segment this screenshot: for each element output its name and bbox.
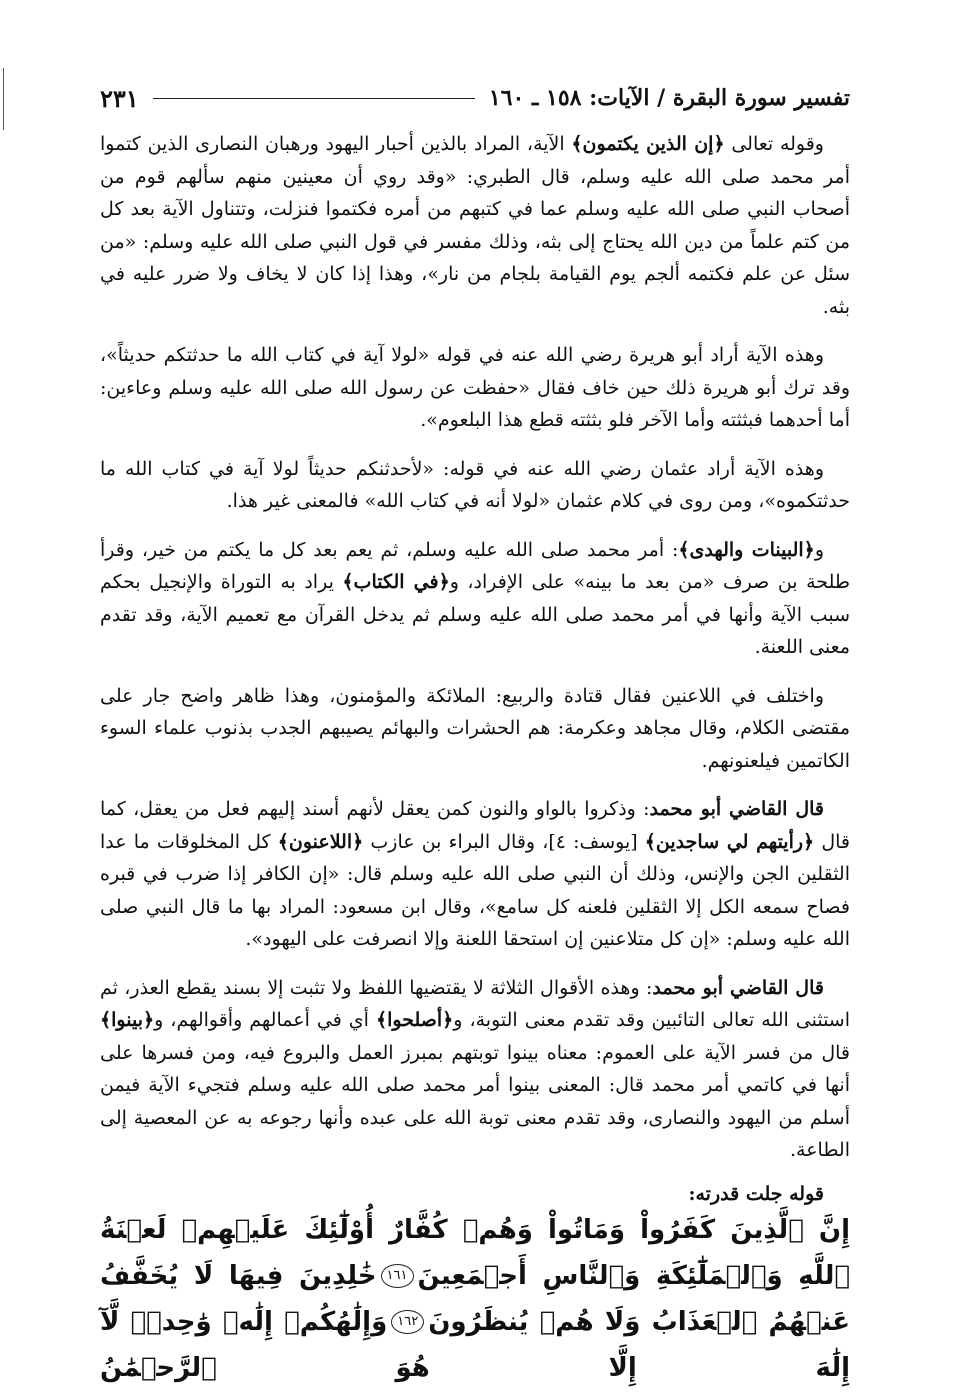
text-run: كل المخلوقات ما عدا الثقلين الجن والإنس، وذلك أن النبي صلى الله عليه وسلم قال: «إن الكافر إذا ضرب في قبره فصاح سمعه الكل إلا الثقلين فلعنه كل سامع»، وقال ابن مسعود: المراد بها ما قال النبي صلى الله عليه وسلم: «إن كل متلاعنين إن استحقا اللعنة وإلا انصرفت على اليهود». (100, 830, 850, 950)
scan-edge-mark (3, 68, 4, 130)
paragraph-1 (100, 128, 850, 323)
text-run: : أمر محمد صلى الله عليه وسلم، ثم يعم بعد كل ما يكتم من خير، وقرأ طلحة بن صرف «من بعد ما بينه» على الإفراد، و (100, 538, 850, 593)
verse-161: إِنَّ ٱلَّذِينَ كَفَرُواْ وَمَاتُواْ وَهُمۡ كُفَّارٌ أُوْلَٰٓئِكَ عَلَيۡهِمۡ لَعۡنَةُ ٱللَّهِ وَٱلۡمَلَٰٓئِكَةِ وَٱلنَّاسِ أَجۡمَعِينَ (100, 1214, 850, 1291)
quran-quote: ﴿في الكتاب﴾ (342, 571, 450, 593)
page-body (100, 128, 850, 1391)
paragraph-4 (100, 534, 850, 664)
quran-quote: ﴿إن الذين يكتمون﴾ (571, 133, 725, 155)
page-number: ٢٣١ (100, 83, 139, 113)
text-run: : وهذه الأقوال الثلاثة لا يقتضيها اللفظ ولا تثبت إلا بسند يقطع العذر، ثم استثنى الله تعالى التائبين وقد تقدم معنى التوبة، و (100, 976, 851, 1031)
verse-162: خَٰلِدِينَ فِيهَا لَا يُخَفَّفُ عَنۡهُمُ ٱلۡعَذَابُ وَلَا هُمۡ يُنظَرُونَ (100, 1260, 850, 1337)
text-run: [يوسف: ٤]، وقال البراء بن عازب (363, 830, 645, 853)
header-rule (153, 98, 475, 99)
paragraph-5: واختلف في اللاعنين فقال قتادة والربيع: الملائكة والمؤمنون، وهذا ظاهر واضح جار على مقتضى الكلام، وقال مجاهد وعكرمة: هم الحشرات والبهائم يصيبهم الجدب بذنوب علماء السوء الكاتمين فيلعنونهم. (100, 684, 850, 772)
ayah-number-marker: ١٦٢ (391, 1310, 424, 1334)
ayah-number-marker: ١٦١ (381, 1264, 414, 1288)
quran-quote: ﴿اللاعنون﴾ (277, 830, 364, 853)
text-run: و (814, 538, 824, 561)
text-run: يراد به التوراة والإنجيل بحكم سبب الآية وأنها في أمر محمد صلى الله عليه وسلم ثم يدخل القرآن مع تعميم الآية، وقد تقدم معنى اللعنة. (100, 571, 850, 658)
text-run: أي في أعمالهم وأقوالهم، و (154, 1009, 376, 1031)
paragraph-3: وهذه الآية أراد عثمان رضي الله عنه في قوله: «لأحدثنكم حديثاً لولا آية في كتاب الله ما حدثتكموه»، ومن روى في كلام عثمان «لولا أنه في كتاب الله» فالمعنى غير هذا. (100, 457, 850, 512)
text-run: وقوله تعالى (724, 133, 824, 155)
quran-verse-block (100, 1207, 850, 1391)
text-run: الآية، المراد بالذين أحبار اليهود ورهبان النصارى الذين كتموا أمر محمد صلى الله عليه وسلم، قال الطبري: «وقد روي أن معينين منهم سألهم قوم من أصحاب النبي صلى الله عليه وسلم عما في كتبهم من أمره فكتموا فنزلت، وتتناول الآية بعد كل من كتم علماً من دين الله يحتاج إلى بثه، وذلك مفسر في قول النبي صلى الله عليه وسلم: «من سئل عن علم فكتمه ألجم يوم القيامة بلجام من نار»، وهذا إذا كان لا يخاف ولا ضرر عليه في بثه. (100, 133, 850, 318)
paragraph-2: وهذه الآية أراد أبو هريرة رضي الله عنه في قوله «لولا آية في كتاب الله ما حدثتكم حديثاً»، وقد ترك أبو هريرة ذلك حين خاف فقال «حفظت عن رسول الله صلى الله عليه وسلم وعاءين: أما أحدهما فبثثته وأما الآخر فلو بثثته قطع هذا البلعوم». (100, 344, 850, 431)
verse-intro: قوله جلت قدرته: (688, 1182, 824, 1205)
text-run: قال من فسر الآية على العموم: معناه بينوا توبتهم بمبرز العمل والبروع فيه، ومن فسرها على أنها في كاتمي أمر محمد قال: المعنى بينوا أمر محمد صلى الله عليه وسلم فتجيء الآية فيمن أسلم من اليهود والنصارى، وقد تقدم معنى توبة الله على عبده وأنها رجوعه به عن المعصية إلى الطاعة. (100, 1041, 850, 1161)
speaker-label: قال القاضي أبو محمد (652, 976, 824, 999)
speaker-label: قال القاضي أبو محمد (649, 798, 824, 820)
quran-quote: ﴿بينوا﴾ (100, 1009, 155, 1031)
running-title: تفسير سورة البقرة / الآيات: ١٥٨ ـ ١٦٠ (488, 85, 850, 111)
page-header (100, 78, 850, 118)
quran-quote: ﴿البينات والهدى﴾ (678, 538, 815, 561)
quran-quote: ﴿أصلحوا﴾ (375, 1009, 454, 1031)
verse-163: وَإِلَٰهُكُمۡ إِلَٰهٞ وَٰحِدٞۖ لَّآ إِلَٰهَ إِلَّا هُوَ ٱلرَّحۡمَٰنُ (100, 1306, 850, 1383)
quran-quote: ﴿رأيتهم لي ساجدين﴾ (644, 830, 815, 853)
paragraph-6 (100, 793, 850, 956)
paragraph-7 (100, 972, 850, 1167)
text-run: : وذكروا بالواو والنون كمن يعقل لأنهم أسند إليهم فعل من يعقل، كما قال (100, 798, 851, 853)
